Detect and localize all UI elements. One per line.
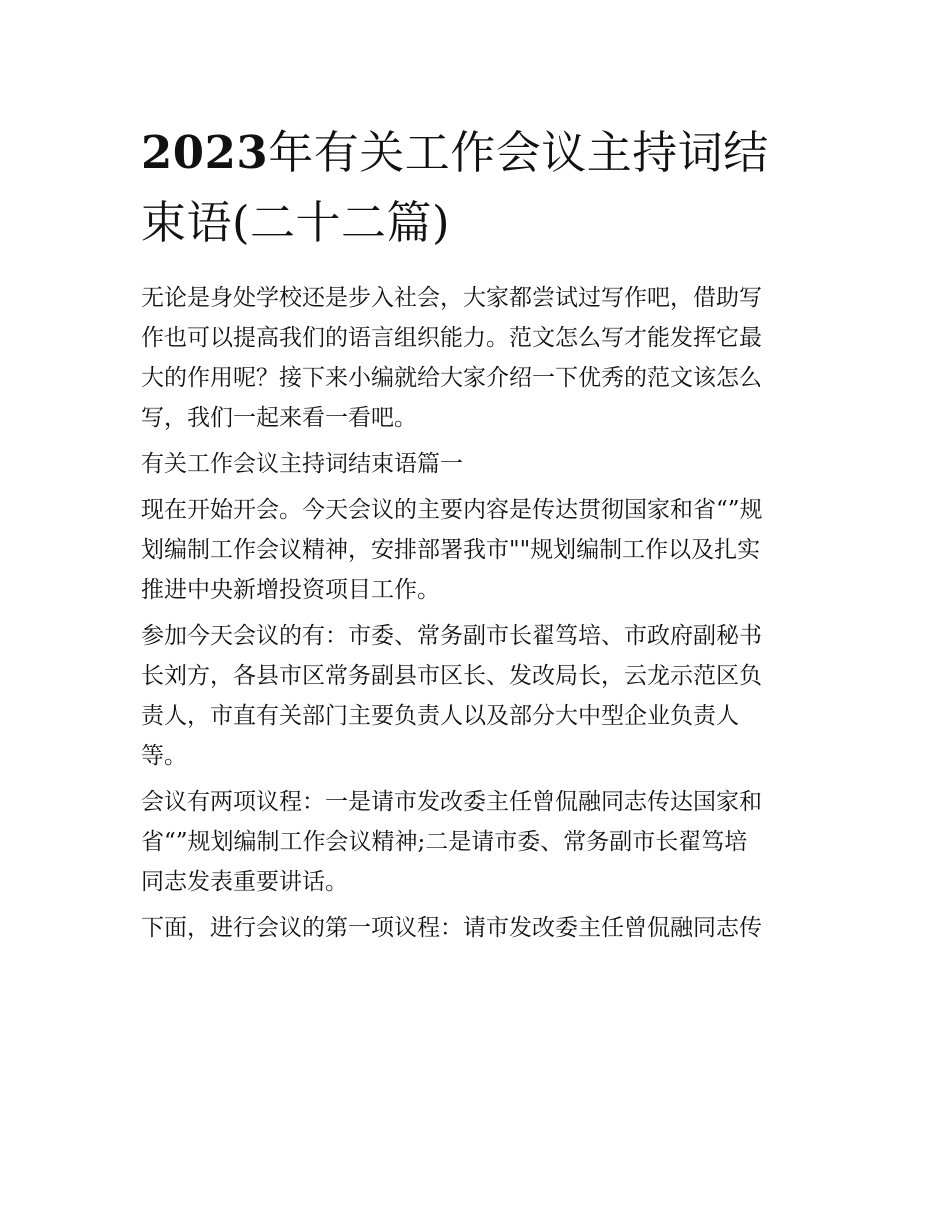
body-paragraph (141, 616, 813, 776)
paragraph-line: 参加今天会议的有：市委、常务副市长翟笃培、市政府副秘书 (141, 623, 762, 649)
paragraph-line: 长刘方，各县市区常务副县市区长、发改局长，云龙示范区负 (141, 663, 762, 689)
body-paragraph (141, 908, 813, 948)
paragraph-line: 作也可以提高我们的语言组织能力。范文怎么写才能发挥它最 (141, 325, 762, 351)
paragraph-line: 责人，市直有关部门主要负责人以及部分大中型企业负责人 (141, 703, 739, 729)
paragraph-line: 同志发表重要讲话。 (141, 869, 348, 895)
paragraph-line: 无论是身处学校还是步入社会，大家都尝试过写作吧，借助写 (141, 285, 762, 311)
paragraph-line: 写，我们一起来看一看吧。 (141, 405, 417, 431)
paragraph-line: 大的作用呢？接下来小编就给大家介绍一下优秀的范文该怎么 (141, 365, 762, 391)
body-paragraph (141, 490, 813, 610)
document-title (141, 118, 813, 258)
title-line-2: 束语(二十二篇) (141, 196, 451, 249)
paragraph-line: 省“”规划编制工作会议精神;二是请市委、常务副市长翟笃培 (141, 829, 748, 855)
title-line-1 (141, 118, 813, 188)
section-heading (141, 444, 813, 484)
paragraph-line: 下面，进行会议的第一项议程：请市发改委主任曾侃融同志传 (141, 915, 762, 941)
paragraph-line: 推进中央新增投资项目工作。 (141, 577, 440, 603)
title-line-1-text: 年有关工作会议主持词结 (268, 126, 769, 179)
section-heading-text: 有关工作会议主持词结束语篇一 (141, 451, 463, 477)
intro-paragraph (141, 278, 813, 438)
paragraph-line: 等。 (141, 743, 187, 769)
body-paragraph (141, 782, 813, 902)
paragraph-line: 现在开始开会。今天会议的主要内容是传达贯彻国家和省“”规 (141, 497, 763, 523)
paragraph-line: 会议有两项议程：一是请市发改委主任曾侃融同志传达国家和 (141, 789, 762, 815)
title-year: 2023 (141, 126, 269, 179)
paragraph-line: 划编制工作会议精神，安排部署我市""规划编制工作以及扎实 (141, 537, 761, 563)
document-content (141, 118, 813, 948)
